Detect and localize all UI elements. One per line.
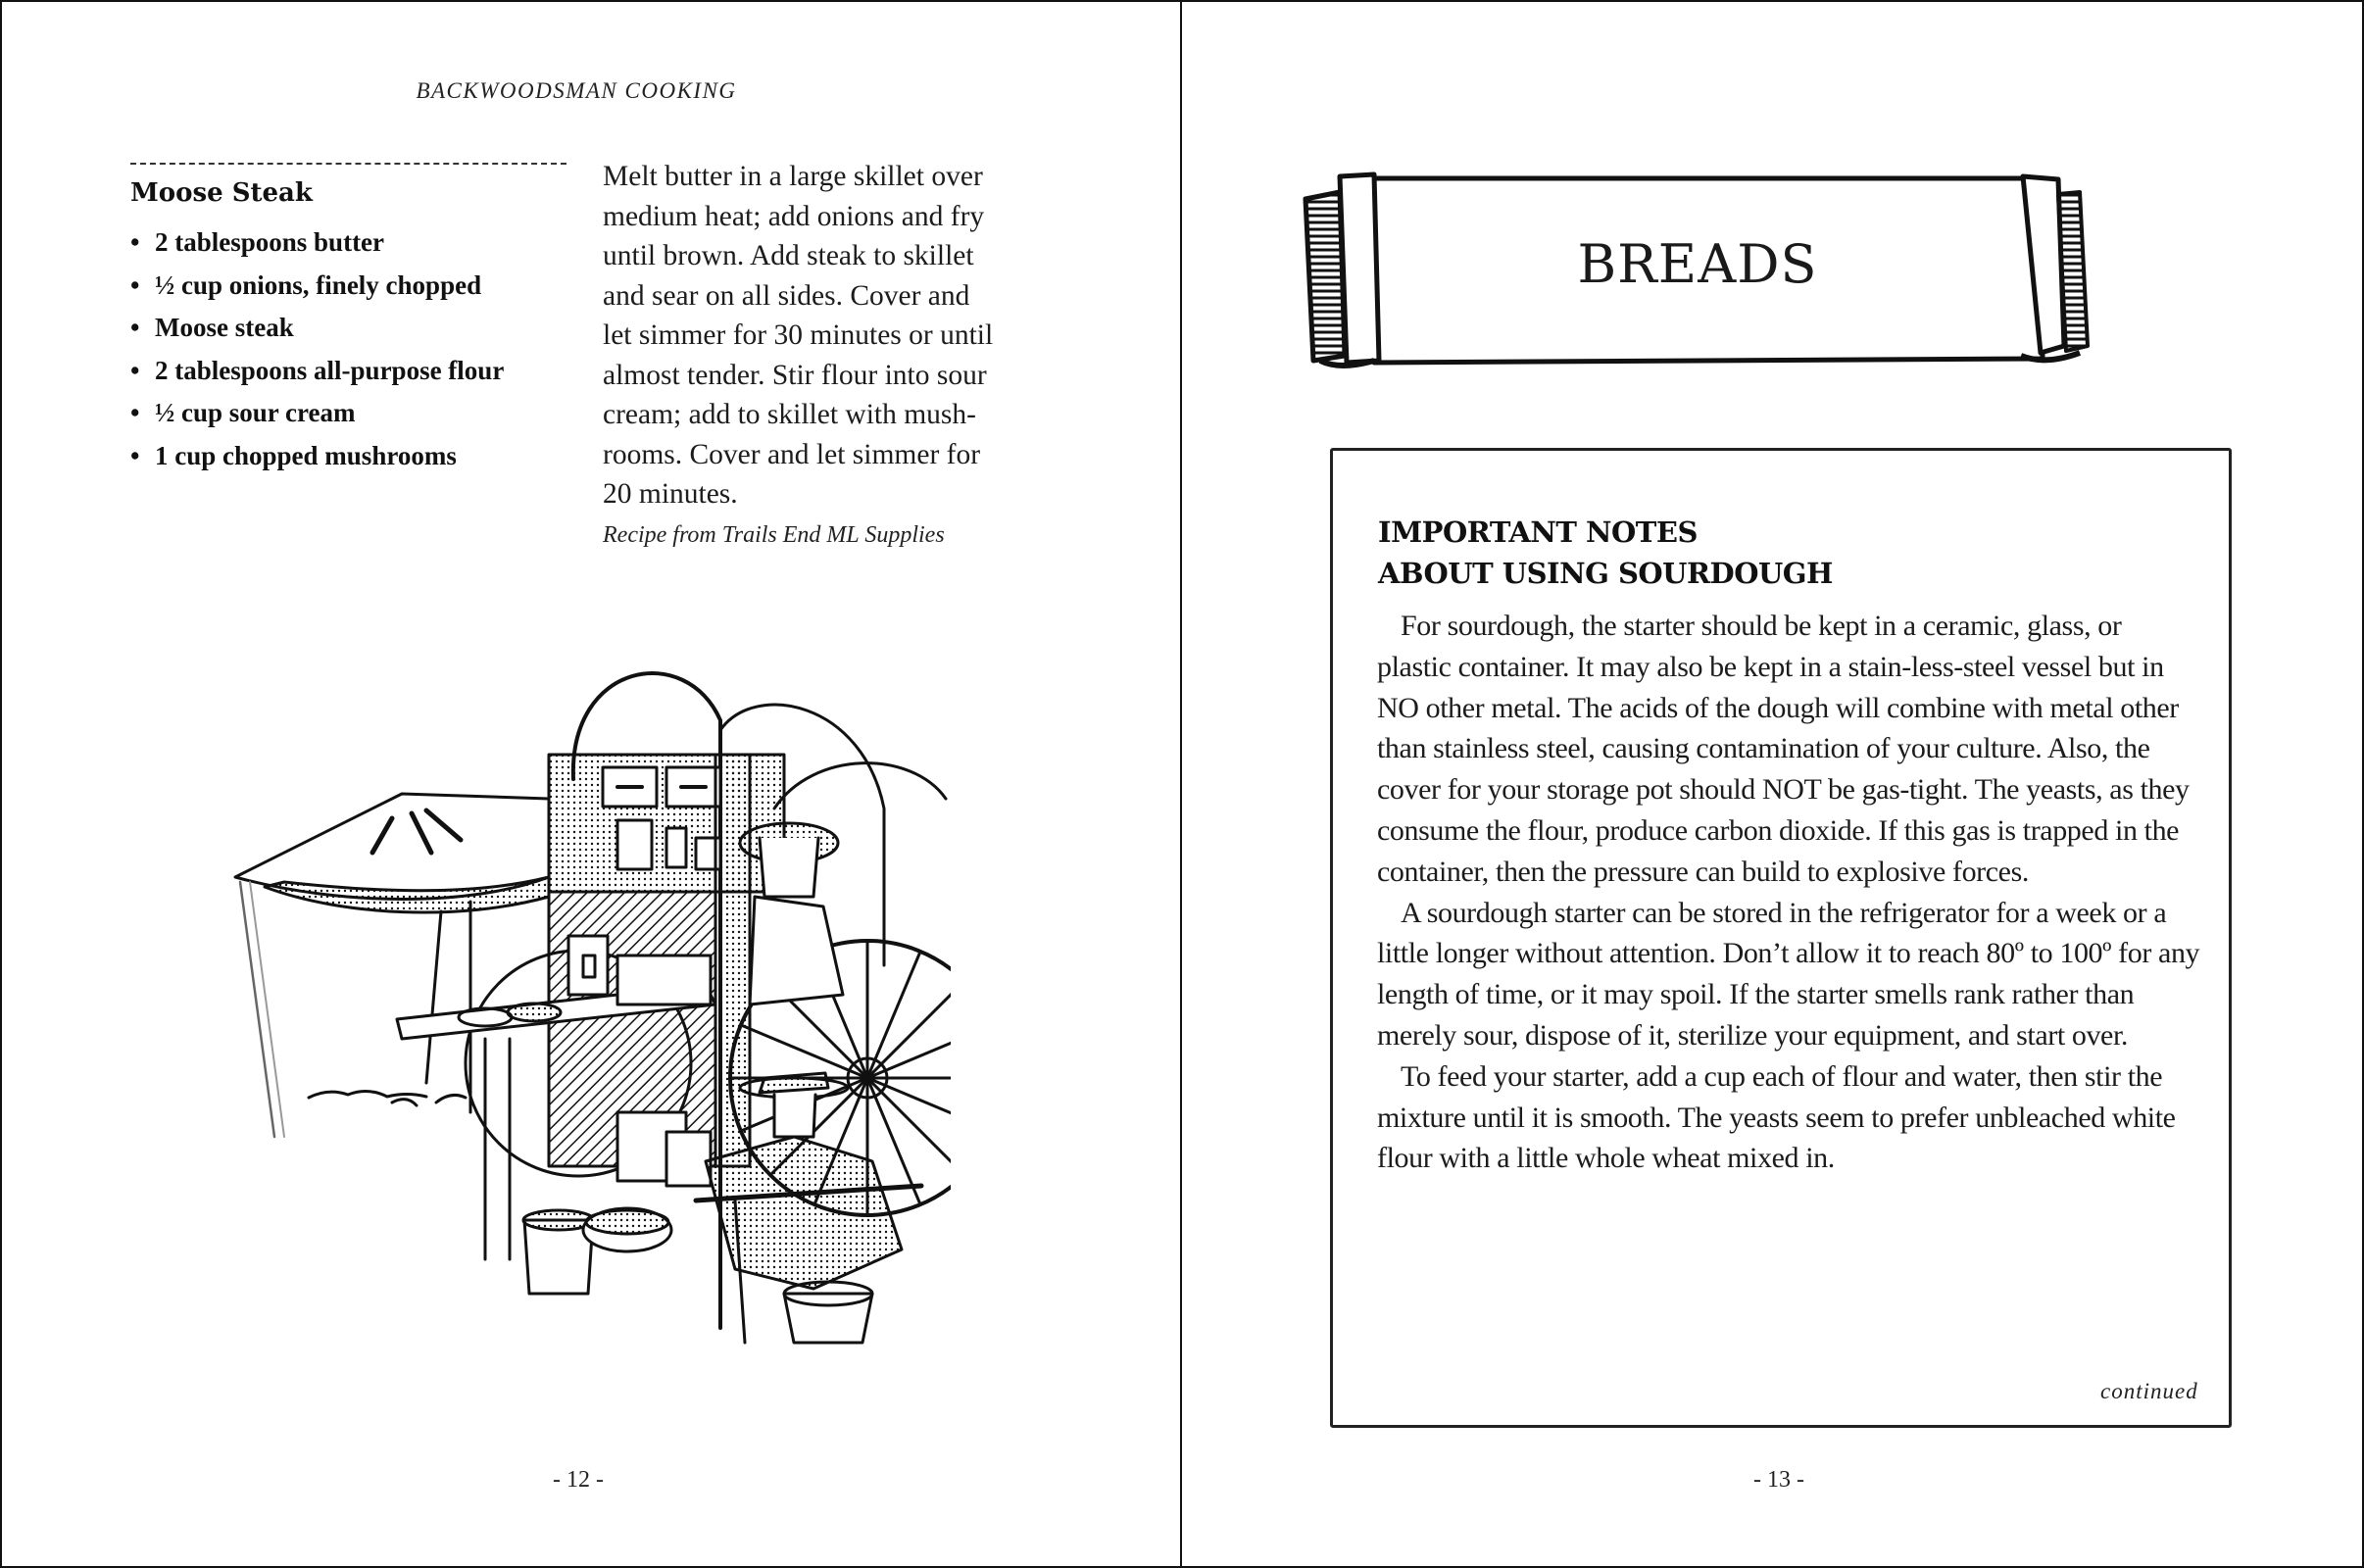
- method-line: 20 minutes.: [603, 478, 738, 510]
- notes-heading: IMPORTANT NOTES ABOUT USING SOURDOUGH: [1378, 515, 1833, 590]
- chuck-wagon-illustration: [225, 642, 951, 1348]
- dashed-divider: [130, 163, 566, 165]
- bullet-icon: •: [130, 355, 140, 385]
- page-number: - 12 -: [553, 1467, 604, 1493]
- bullet-icon: •: [130, 227, 140, 257]
- notes-paragraph: A sourdough starter can be stored in the refrigerator for a week or a little longer without attention. Don’t allow it to reach 80º to 100º for any length of time, or it may spoil. If the starter smells rank rather than merely sour, dispose of it, sterilize your equipment, and start over.: [1377, 896, 2200, 1052]
- bullet-icon: •: [130, 398, 140, 427]
- ingredient-item: • 2 tablespoons all-purpose flour: [130, 350, 504, 393]
- method-line: rooms. Cover and let simmer for: [603, 438, 981, 470]
- ingredient-item: • 2 tablespoons butter: [130, 221, 504, 265]
- ingredient-item: • ½ cup onions, finely chopped: [130, 265, 504, 308]
- recipe-method: [603, 157, 1034, 514]
- left-page: [0, 0, 1180, 1568]
- continued-label: continued: [2100, 1379, 2198, 1403]
- method-line: and sear on all sides. Cover and: [603, 279, 970, 312]
- bullet-icon: •: [130, 440, 140, 470]
- ingredient-item: • 1 cup chopped mushrooms: [130, 435, 504, 478]
- recipe-title: Moose Steak: [130, 178, 313, 208]
- right-page: [1182, 0, 2364, 1568]
- method-line: Melt butter in a large skillet over: [603, 161, 983, 192]
- recipe-attribution: Recipe from Trails End ML Supplies: [603, 522, 945, 548]
- ingredient-item: • Moose steak: [130, 307, 504, 350]
- page-number: - 13 -: [1753, 1467, 1804, 1493]
- bullet-icon: •: [130, 270, 140, 300]
- method-line: almost tender. Stir flour into sour: [603, 359, 987, 391]
- notes-body: [1377, 606, 2200, 1179]
- method-line: until brown. Add steak to skillet: [603, 240, 974, 271]
- method-line: medium heat; add onions and fry: [603, 200, 985, 232]
- method-line: cream; add to skillet with mush-: [603, 399, 976, 430]
- ingredient-list: [130, 221, 504, 477]
- notes-paragraph: To feed your starter, add a cup each of flour and water, then stir the mixture until it is smooth. The yeasts seem to prefer unbleached white flour with a little whole wheat mixed in.: [1377, 1059, 2176, 1175]
- method-line: let simmer for 30 minutes or until: [603, 319, 994, 351]
- ingredient-item: • ½ cup sour cream: [130, 392, 504, 435]
- bullet-icon: •: [130, 313, 140, 342]
- chapter-title: BREADS: [1577, 233, 1818, 295]
- notes-paragraph: For sourdough, the starter should be kept in a ceramic, glass, or plastic container. It may also be kept in a stain-less-steel vessel but in NO other metal. The acids of the dough will combine with metal other than stainless steel, causing contamination of your culture. Also, the cover for your storage pot should NOT be gas-tight. The yeasts, as they consume the flour, produce carbon dioxide. If this gas is trapped in the container, then the pressure can build to explosive forces.: [1377, 610, 2190, 888]
- running-head: BACKWOODSMAN COOKING: [416, 78, 737, 103]
